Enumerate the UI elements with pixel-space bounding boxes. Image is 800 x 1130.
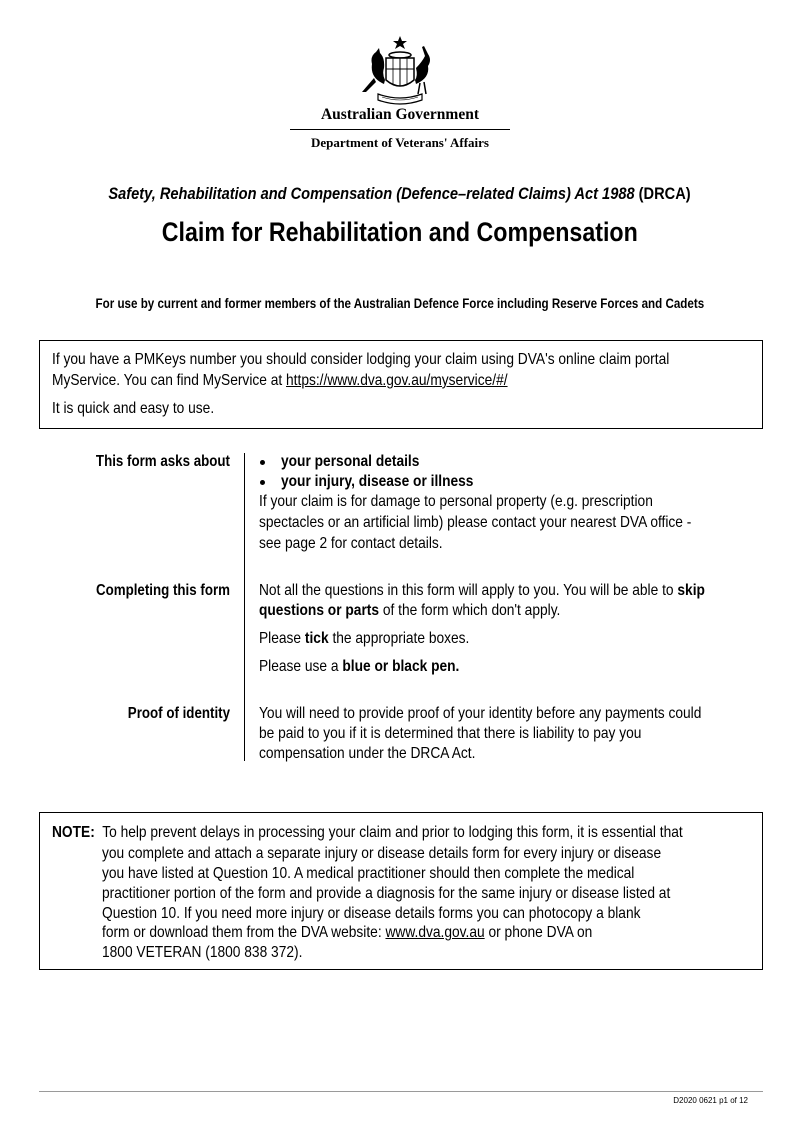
completing-line-1: Not all the questions in this form will apply to you. You will be able to skip — [259, 582, 705, 599]
portal-line-1: If you have a PMKeys number you should consider lodging your claim using DVA's online claim portal — [52, 351, 670, 368]
note-line-6: form or download them from the DVA website: www.dva.gov.au or phone DVA on — [102, 924, 593, 941]
label-form-asks: This form asks about — [95, 453, 230, 470]
note-label: NOTE: — [52, 824, 95, 841]
label-proof-identity: Proof of identity — [127, 705, 230, 722]
bullet-injury: your injury, disease or illness — [281, 473, 474, 490]
identity-line-1: You will need to provide proof of your identity before any payments could — [259, 705, 702, 722]
property-note-line-2: spectacles or an artificial limb) please contact your nearest DVA office - — [259, 514, 692, 531]
coat-of-arms-icon — [352, 34, 448, 108]
property-note-line-1: If your claim is for damage to personal property (e.g. prescription — [259, 493, 653, 510]
identity-line-2: be paid to you if it is determined that there is liability to pay you — [259, 725, 642, 742]
form-title: Claim for Rehabilitation and Compensation — [161, 217, 639, 247]
form-code: D2020 0621 p1 of 12 — [673, 1096, 748, 1105]
portal-line-3: It is quick and easy to use. — [52, 400, 215, 417]
pen-instruction: Please use a blue or black pen. — [259, 658, 460, 675]
note-box — [39, 812, 763, 970]
footer-divider — [39, 1091, 763, 1092]
bullet-icon — [260, 480, 265, 485]
section-divider — [244, 453, 245, 761]
header-divider — [290, 129, 510, 130]
bullet-icon — [260, 460, 265, 465]
dva-website-link[interactable]: www.dva.gov.au — [385, 924, 485, 941]
note-line-7: 1800 VETERAN (1800 838 372). — [102, 944, 303, 961]
online-portal-notice — [39, 340, 763, 429]
myservice-link[interactable]: https://www.dva.gov.au/myservice/#/ — [286, 372, 508, 389]
government-name: Australian Government — [320, 106, 479, 123]
tick-instruction: Please tick the appropriate boxes. — [259, 630, 470, 647]
note-line-5: Question 10. If you need more injury or disease details forms you can photocopy a blank — [102, 905, 641, 922]
act-title — [0, 184, 800, 204]
note-line-4: practitioner portion of the form and provide a diagnosis for the same injury or disease listed at — [102, 885, 671, 902]
audience-statement: For use by current and former members of the Australian Defence Force including Reserve Forces and Cadets — [95, 296, 705, 311]
property-note-line-3: see page 2 for contact details. — [259, 535, 443, 552]
note-line-3: you have listed at Question 10. A medical practitioner should then complete the medical — [102, 865, 635, 882]
portal-line-2: MyService. You can find MyService at https://www.dva.gov.au/myservice/#/ — [52, 372, 508, 389]
identity-line-3: compensation under the DRCA Act. — [259, 745, 476, 762]
label-completing: Completing this form — [95, 582, 230, 599]
bullet-personal-details: your personal details — [281, 453, 420, 470]
note-line-1: NOTE: To help prevent delays in processing your claim and prior to lodging this form, it is essential that — [52, 824, 683, 841]
department-name: Department of Veterans' Affairs — [311, 135, 489, 150]
completing-line-2: questions or parts of the form which don't apply. — [259, 602, 561, 619]
act-name: Safety, Rehabilitation and Compensation (Defence–related Claims) Act 1988 — [108, 184, 636, 203]
act-abbrev: (DRCA) — [639, 184, 692, 203]
note-line-2: you complete and attach a separate injury or disease details form for every injury or disease — [102, 845, 662, 862]
